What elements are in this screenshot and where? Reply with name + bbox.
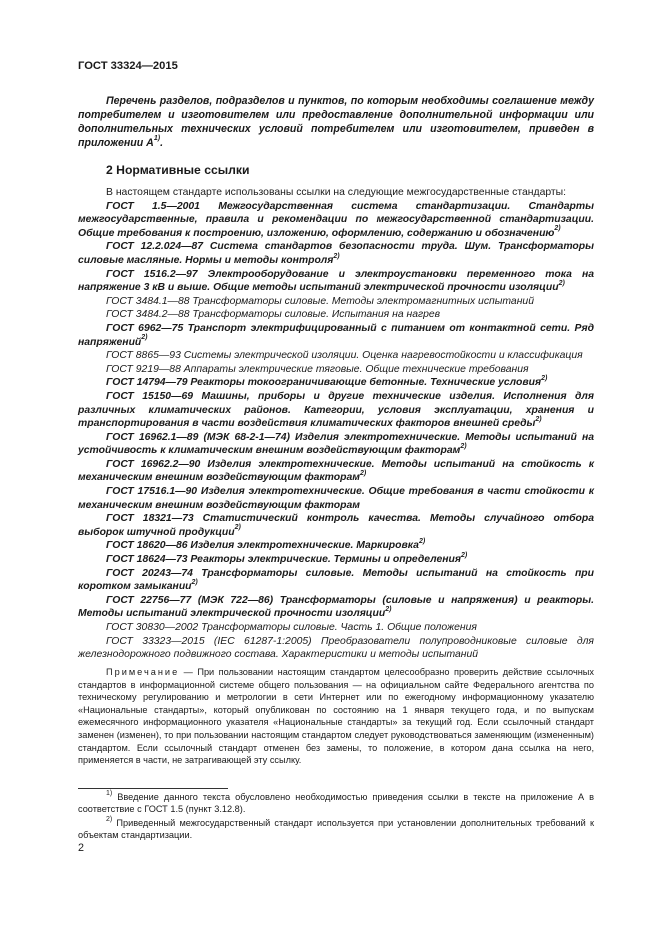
reference-item [78, 322, 594, 349]
reference-item [78, 553, 594, 567]
page-number: 2 [78, 842, 85, 854]
reference-footnote-ref: 2) [191, 578, 198, 586]
reference-text: ГОСТ 1.5—2001 Межгосударственная система стандартизации. Стандарты межгосударственные, правила и рекомендации по межгосударственной стандартизации. Общие требования к построению, изложению, оформлению, содержанию и обозначению [78, 200, 594, 239]
references-list [78, 186, 594, 662]
reference-item [78, 485, 594, 512]
reference-text: ГОСТ 3484.2—88 Трансформаторы силовые. Испытания на нагрев [106, 309, 441, 321]
reference-item [78, 200, 594, 241]
reference-text: ГОСТ 16962.2—90 Изделия электротехнические. Методы испытаний на стойкость к механическим внешним воздействующим факторам [78, 458, 594, 484]
footnote-divider [78, 788, 228, 789]
references-container [78, 200, 594, 662]
reference-item [78, 594, 594, 621]
reference-item [78, 431, 594, 458]
footnote-marker: 1) [106, 789, 113, 797]
reference-text: ГОСТ 14794—79 Реакторы токоограничивающие бетонные. Технические условия [106, 377, 542, 389]
reference-text: ГОСТ 3484.1—88 Трансформаторы силовые. Методы электромагнитных испытаний [106, 295, 534, 307]
reference-text: ГОСТ 1516.2—97 Электрооборудование и электроустановки переменного тока на напряжение 3 кВ и выше. Общие методы испытаний электрической прочности изоляции [78, 268, 594, 294]
intro-text: Перечень разделов, подразделов и пунктов, по которым необходимы соглашение между потребителем и изготовителем или предоставление дополнительной информации или дополнительных технических условий потребителем или изготовителем, приведен в приложении А [78, 95, 594, 149]
reference-text: ГОСТ 15150—69 Машины, приборы и другие технические изделия. Исполнения для различных климатических районов. Категории, условия эксплуатации, хранения и транспортирования в части воздействия климатических факторов внешней среды [78, 390, 594, 430]
note-text: — При пользовании настоящим стандартом целесообразно проверить действие ссылочных стандартов в информационной системе общего пользования — на официальном сайте Федерального агентства по техническому регулированию и метрологии в сети Интернет или по ежегодному информационному указателю «Национальные стандарты», который опубликован по состоянию на 1 января текущего года, и по выпускам ежемесячного информационного указателя «Национальные стандарты» за текущий год. Если ссылочный стандарт заменен (изменен), то при пользовании настоящим стандартом следует руководствоваться заменяющим (измененным) стандартом. Если ссылочный стандарт отменен без замены, то положение, в котором дана ссылка на него, применяется в части, не затрагивающей эту ссылку. [78, 667, 594, 766]
reference-text: ГОСТ 8865—93 Системы электрической изоляции. Оценка нагревостойкости и классификация [106, 350, 583, 362]
footnote [78, 791, 594, 816]
reference-footnote-ref: 2) [554, 225, 561, 233]
footnote-text: Приведенный межгосударственный стандарт используется при установлении дополнительных требований к объектам стандартизации. [78, 817, 594, 841]
reference-text: ГОСТ 22756—77 (МЭК 722—86) Трансформаторы (силовые и напряжения) и реакторы. Методы испытаний электрической прочности изоляции [78, 594, 594, 620]
reference-footnote-ref: 2) [333, 252, 340, 260]
footnotes [78, 791, 594, 843]
reference-item [78, 539, 594, 553]
reference-footnote-ref: 2) [558, 279, 565, 287]
reference-text: ГОСТ 30830—2002 Трансформаторы силовые. Часть 1. Общие положения [106, 622, 477, 633]
reference-footnote-ref: 2) [541, 374, 548, 382]
reference-footnote-ref: 2) [359, 470, 367, 477]
document-header: ГОСТ 33324—2015 [78, 60, 178, 72]
reference-footnote-ref: 2) [141, 334, 148, 342]
reference-text: ГОСТ 18620—86 Изделия электротехнические. Маркировка [106, 540, 419, 552]
reference-text: ГОСТ 18624—73 Реакторы электрические. Термины и определения [106, 554, 462, 566]
reference-item [78, 308, 594, 322]
reference-footnote-ref: 2) [418, 537, 426, 545]
reference-item [78, 621, 594, 635]
reference-text: ГОСТ 6962—75 Транспорт электрифицированный с питанием от контактной сети. Ряд напряжений [78, 322, 594, 348]
intro-paragraph [78, 94, 594, 150]
note-paragraph [78, 666, 594, 767]
reference-text: ГОСТ 20243—74 Трансформаторы силовые. Методы испытаний на стойкость при коротком замыкании [78, 567, 594, 593]
section-title: 2 Нормативные ссылки [106, 163, 250, 177]
footnote [78, 817, 594, 842]
reference-text: ГОСТ 9219—88 Аппараты электрические тяговые. Общие технические требования [106, 363, 529, 375]
reference-text: ГОСТ 12.2.024—87 Система стандартов безопасности труда. Шум. Трансформаторы силовые масляные. Нормы и методы контроля [78, 241, 594, 266]
reference-item [78, 295, 594, 309]
reference-text: ГОСТ 17516.1—90 Изделия электротехнические. Общие требования в части стойкости к механическим внешним воздействующим факторам [78, 486, 594, 511]
intro-tail: . [160, 137, 164, 149]
reference-text: ГОСТ 18321—73 Статистический контроль качества. Методы случайного отбора выборок штучной продукции [78, 513, 594, 538]
reference-item [78, 363, 594, 377]
reference-item [78, 268, 594, 295]
note-label: Примечание [106, 667, 180, 677]
footnote-text: Введение данного текста обусловлено необходимостью приведения ссылки в тексте на приложение А в соответствие с ГОСТ 1.5 (пункт 3.12.8). [78, 792, 594, 815]
reference-item [78, 512, 594, 539]
reference-footnote-ref: 2) [234, 524, 241, 532]
reference-footnote-ref: 2) [385, 605, 392, 613]
reference-item [78, 458, 594, 485]
references-lead: В настоящем стандарте использованы ссылки на следующие межгосударственные стандарты: [106, 187, 567, 198]
reference-text: ГОСТ 33323—2015 (IEC 61287-1:2005) Преобразователи полупроводниковые силовые для железнодорожного подвижного состава. Характеристики и методы испытаний [78, 635, 594, 661]
reference-item [78, 240, 594, 267]
reference-footnote-ref: 2) [460, 442, 467, 450]
reference-footnote-ref: 2) [461, 551, 468, 559]
reference-item [78, 390, 594, 431]
reference-item [78, 349, 594, 363]
reference-footnote-ref: 2) [535, 415, 542, 423]
intro-footnote-ref: 1) [153, 135, 161, 143]
reference-item [78, 567, 594, 594]
footnote-marker: 2) [106, 815, 113, 823]
reference-item [78, 635, 594, 662]
reference-item [78, 376, 594, 390]
reference-text: ГОСТ 16962.1—89 (МЭК 68-2-1—74) Изделия электротехнические. Методы испытаний на устойчивость к климатическим внешним воздействующим факторам [78, 431, 594, 457]
